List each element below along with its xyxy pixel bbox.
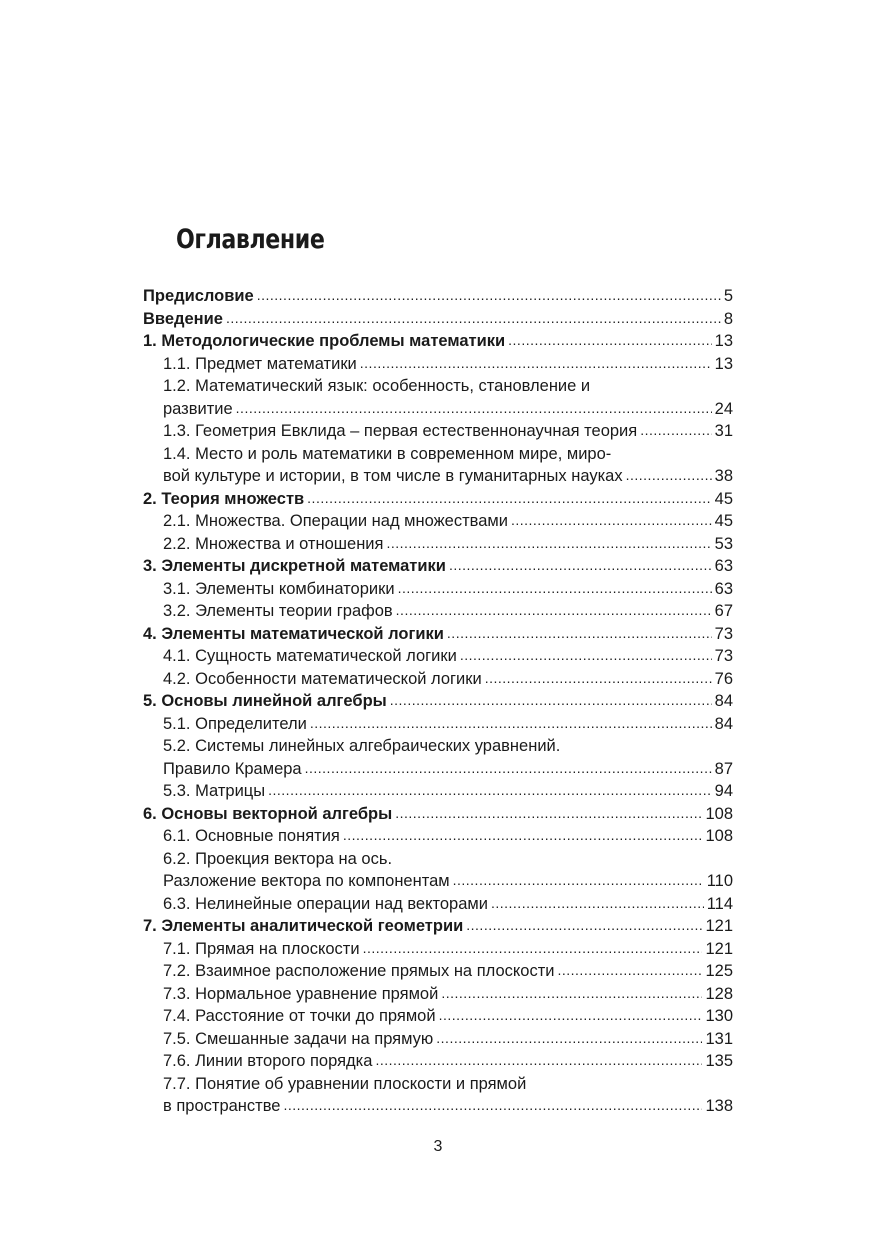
toc-page-number: 76	[714, 669, 733, 688]
toc-page-number: 73	[714, 624, 733, 643]
toc-section-entry[interactable]	[143, 825, 733, 848]
toc-section-entry[interactable]	[143, 578, 733, 601]
toc-entry-title: 7.5. Смешанные задачи на прямую	[163, 1029, 434, 1048]
toc-page-number: 63	[714, 557, 733, 575]
toc-page-number: 87	[714, 759, 733, 778]
toc-page-number: 84	[714, 714, 733, 733]
toc-dot-leader	[491, 892, 704, 915]
toc-entry-title: вой культуре и истории, в том числе в гуманитарных науках	[163, 467, 623, 485]
toc-page-number: 63	[714, 579, 733, 598]
toc-page-number: 121	[705, 917, 733, 935]
toc-entry-title: 2.1. Множества. Операции над множествами	[163, 512, 508, 530]
toc-entry-title: Предисловие	[143, 287, 254, 305]
toc-section-entry[interactable]	[143, 1050, 733, 1073]
toc-dot-leader	[396, 599, 712, 622]
toc-dot-leader	[449, 554, 712, 577]
toc-entry-title: Введение	[143, 309, 223, 328]
toc-entry-title: 7.7. Понятие об уравнении плоскости и прямой	[163, 1074, 527, 1093]
toc-section-entry[interactable]	[143, 600, 733, 623]
toc-dot-leader	[436, 1027, 702, 1050]
toc-dot-leader	[360, 352, 712, 375]
toc-dot-leader	[460, 644, 712, 667]
toc-entry-title: 7.6. Линии второго порядка	[163, 1052, 373, 1070]
toc-page-number: 24	[714, 399, 733, 418]
toc-section-entry[interactable]	[143, 353, 733, 376]
toc-entry-title: Разложение вектора по компонентам	[163, 872, 450, 890]
toc-page-number: 135	[705, 1052, 733, 1070]
toc-page-number: 73	[714, 647, 733, 665]
toc-page-number: 94	[714, 782, 733, 800]
toc-entry-title: 6. Основы векторной алгебры	[143, 804, 393, 823]
toc-section-entry[interactable]	[143, 848, 733, 871]
toc-page-number: 114	[706, 894, 733, 913]
toc-section-entry[interactable]	[143, 1005, 733, 1028]
toc-dot-leader	[511, 509, 712, 532]
toc-page-number: 121	[705, 939, 733, 958]
toc-entry-title: 4.2. Особенности математической логики	[163, 669, 482, 688]
toc-page-number: 53	[714, 534, 733, 553]
toc-dot-leader	[375, 1049, 702, 1072]
toc-entry-title: 7.4. Расстояние от точки до прямой	[163, 1007, 436, 1025]
toc-section-entry[interactable]	[143, 1095, 733, 1118]
toc-page-number: 13	[714, 354, 733, 373]
toc-section-entry[interactable]	[143, 420, 733, 443]
toc-chapter-entry[interactable]	[143, 803, 733, 826]
toc-entry-title: 6.3. Нелинейные операции над векторами	[163, 894, 488, 913]
toc-entry-title: в пространстве	[163, 1097, 281, 1115]
toc-page-number: 8	[723, 309, 733, 328]
toc-chapter-entry[interactable]	[143, 488, 733, 511]
toc-chapter-entry[interactable]	[143, 690, 733, 713]
toc-section-entry[interactable]	[143, 375, 733, 398]
toc-chapter-entry[interactable]	[143, 915, 733, 938]
toc-entry-title: 2. Теория множеств	[143, 489, 305, 508]
toc-section-entry[interactable]	[143, 870, 733, 893]
toc-chapter-entry[interactable]	[143, 330, 733, 353]
toc-section-entry[interactable]	[143, 443, 733, 466]
toc-page-number: 131	[705, 1029, 733, 1048]
toc-chapter-entry[interactable]	[143, 555, 733, 578]
toc-entry-title: 6.1. Основные понятия	[163, 827, 340, 845]
toc-dot-leader	[439, 1004, 703, 1027]
toc-entry-title: 7. Элементы аналитической геометрии	[143, 917, 464, 935]
toc-entry-title: 3.2. Элементы теории графов	[163, 602, 393, 620]
toc-section-entry[interactable]	[143, 735, 733, 758]
toc-entry-title: развитие	[163, 399, 233, 418]
toc-dot-leader	[447, 622, 712, 645]
toc-entry-title: 5.3. Матрицы	[163, 782, 266, 800]
toc-page-number: 5	[723, 287, 733, 305]
toc-chapter-entry[interactable]	[143, 308, 733, 331]
page-number: 3	[433, 1138, 443, 1155]
toc-dot-leader	[226, 307, 721, 330]
toc-page-number: 31	[714, 422, 733, 440]
toc-entry-title: 2.2. Множества и отношения	[163, 534, 384, 553]
toc-section-entry[interactable]	[143, 893, 733, 916]
toc-section-entry[interactable]	[143, 645, 733, 668]
toc-entry-title: 5.2. Системы линейных алгебраических уравнений.	[163, 737, 561, 755]
toc-section-entry[interactable]	[143, 758, 733, 781]
toc-entry-title: 5.1. Определители	[163, 714, 307, 733]
toc-entry-title: 7.1. Прямая на плоскости	[163, 939, 360, 958]
toc-dot-leader	[283, 1094, 702, 1117]
toc-page-number: 108	[705, 827, 733, 845]
toc-page-number: 128	[705, 984, 733, 1003]
toc-dot-leader	[466, 914, 702, 937]
toc-dot-leader	[398, 577, 712, 600]
toc-page-number: 38	[714, 467, 733, 485]
toc-entry-title: 4. Элементы математической логики	[143, 624, 444, 643]
toc-entry-title: 1.3. Геометрия Евклида – первая естественнонаучная теория	[163, 422, 638, 440]
toc-page-number: 130	[705, 1007, 733, 1025]
toc-dot-leader	[386, 532, 711, 555]
toc-page-number: 45	[714, 489, 733, 508]
toc-page-number: 84	[714, 692, 733, 710]
toc-dot-leader	[626, 464, 712, 487]
toc-chapter-entry[interactable]	[143, 623, 733, 646]
toc-dot-leader	[508, 329, 711, 352]
toc-entry-title: 1.4. Место и роль математики в современном мире, миро-	[163, 444, 612, 463]
toc-section-entry[interactable]	[143, 465, 733, 488]
toc-dot-leader	[310, 712, 712, 735]
toc-dot-leader	[453, 869, 704, 892]
toc-page-number: 125	[705, 962, 733, 980]
toc-dot-leader	[236, 397, 712, 420]
toc-dot-leader	[363, 937, 703, 960]
toc-entry-title: 3. Элементы дискретной математики	[143, 557, 446, 575]
toc-entry-title: 1.2. Математический язык: особенность, становление и	[163, 377, 591, 395]
toc-section-entry[interactable]	[143, 1028, 733, 1051]
toc-dot-leader	[485, 667, 712, 690]
toc-section-entry[interactable]	[143, 510, 733, 533]
toc-page-number: 45	[714, 512, 733, 530]
toc-dot-leader	[307, 487, 711, 510]
toc-dot-leader	[395, 802, 702, 825]
toc-entry-title: 7.3. Нормальное уравнение прямой	[163, 984, 439, 1003]
toc-page-number: 13	[714, 332, 733, 350]
toc-dot-leader	[343, 824, 703, 847]
toc-chapter-entry[interactable]	[143, 285, 733, 308]
toc-dot-leader	[305, 757, 712, 780]
toc-section-entry[interactable]	[143, 668, 733, 691]
toc-dot-leader	[640, 419, 711, 442]
toc-section-entry[interactable]	[143, 533, 733, 556]
toc-page-number: 108	[705, 804, 733, 823]
page-title: Оглавление	[176, 224, 325, 255]
toc-entry-title: 3.1. Элементы комбинаторики	[163, 579, 395, 598]
toc-page-number: 110	[706, 872, 733, 890]
toc-page-number: 67	[714, 602, 733, 620]
toc-entry-title: 4.1. Сущность математической логики	[163, 647, 457, 665]
toc-dot-leader	[441, 982, 702, 1005]
toc-dot-leader	[390, 689, 712, 712]
toc-section-entry[interactable]	[143, 1073, 733, 1096]
toc-dot-leader	[557, 959, 702, 982]
toc-section-entry[interactable]	[143, 398, 733, 421]
toc-section-entry[interactable]	[143, 780, 733, 803]
table-of-contents	[143, 285, 733, 1118]
toc-section-entry[interactable]	[143, 960, 733, 983]
toc-page-number: 138	[705, 1097, 733, 1115]
toc-entry-title: Правило Крамера	[163, 759, 302, 778]
toc-entry-title: 1. Методологические проблемы математики	[143, 332, 506, 350]
toc-dot-leader	[268, 779, 712, 802]
toc-entry-title: 6.2. Проекция вектора на ось.	[163, 849, 393, 868]
toc-section-entry[interactable]	[143, 938, 733, 961]
toc-entry-title: 5. Основы линейной алгебры	[143, 692, 387, 710]
toc-dot-leader	[257, 284, 721, 307]
toc-section-entry[interactable]	[143, 713, 733, 736]
toc-entry-title: 1.1. Предмет математики	[163, 354, 357, 373]
toc-section-entry[interactable]	[143, 983, 733, 1006]
toc-entry-title: 7.2. Взаимное расположение прямых на плоскости	[163, 962, 555, 980]
